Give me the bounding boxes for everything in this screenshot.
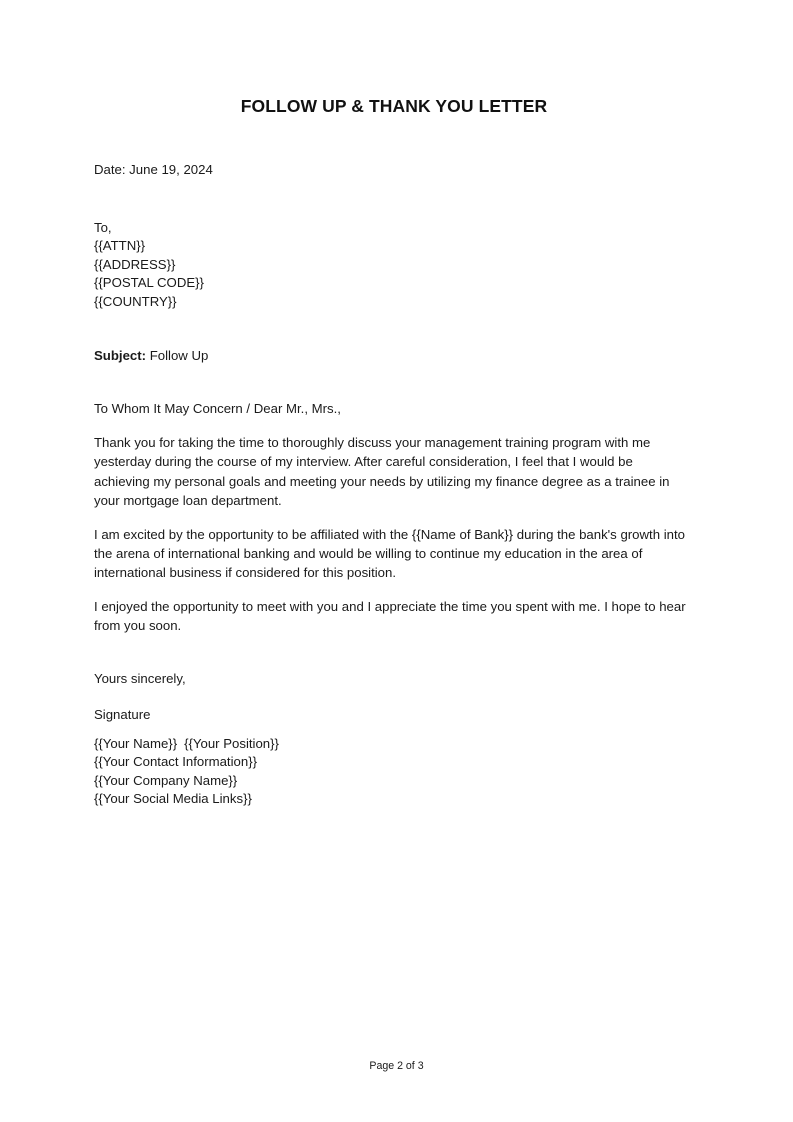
subject-label: Subject: [94, 348, 147, 363]
signature-social-media-links: {{Your Social Media Links}} [94, 791, 252, 807]
date-line: Date: June 19, 2024 [94, 162, 213, 177]
signature-name: {{Your Name}} [94, 736, 178, 751]
salutation: To Whom It May Concern / Dear Mr., Mrs., [94, 401, 341, 416]
page-footer: Page 2 of 3 [369, 1060, 424, 1072]
signature-placeholder-label: Signature [94, 707, 151, 722]
body-paragraph: I enjoyed the opportunity to meet with you and I appreciate the time you spent with me. I hope to hear from you soon. [94, 598, 686, 634]
subject-value: Follow Up [149, 348, 209, 363]
recipient-address-block [94, 219, 204, 311]
recipient-postal-code: {{POSTAL CODE}} [94, 275, 204, 291]
recipient-country: {{COUNTRY}} [94, 293, 177, 309]
body-paragraph: Thank you for taking the time to thoroughly discuss your management training program with me yesterday during the course of my interview. After careful consideration, I feel that I would be achieving my personal goals and meeting your needs by utilizing my finance degree as a trainee in your mortgage loan department. [94, 435, 670, 509]
signature-contact-information: {{Your Contact Information}} [94, 754, 258, 770]
recipient-address: {{ADDRESS}} [94, 256, 176, 272]
signature-name-row [94, 735, 279, 753]
page-title: FOLLOW UP & THANK YOU LETTER [240, 96, 548, 116]
subject-line [94, 346, 208, 365]
recipient-attn: {{ATTN}} [94, 238, 146, 254]
signature-block [94, 735, 279, 809]
recipient-to-label: To, [94, 220, 112, 235]
signature-position: {{Your Position}} [184, 736, 279, 751]
body-paragraph: I am excited by the opportunity to be affiliated with the {{Name of Bank}} during the bank's growth into the arena of international banking and would be willing to continue my education in the area of international business if considered for this position. [94, 526, 685, 581]
letter-body [94, 433, 692, 650]
signature-company-name: {{Your Company Name}} [94, 772, 238, 788]
closing-line: Yours sincerely, [94, 671, 186, 686]
